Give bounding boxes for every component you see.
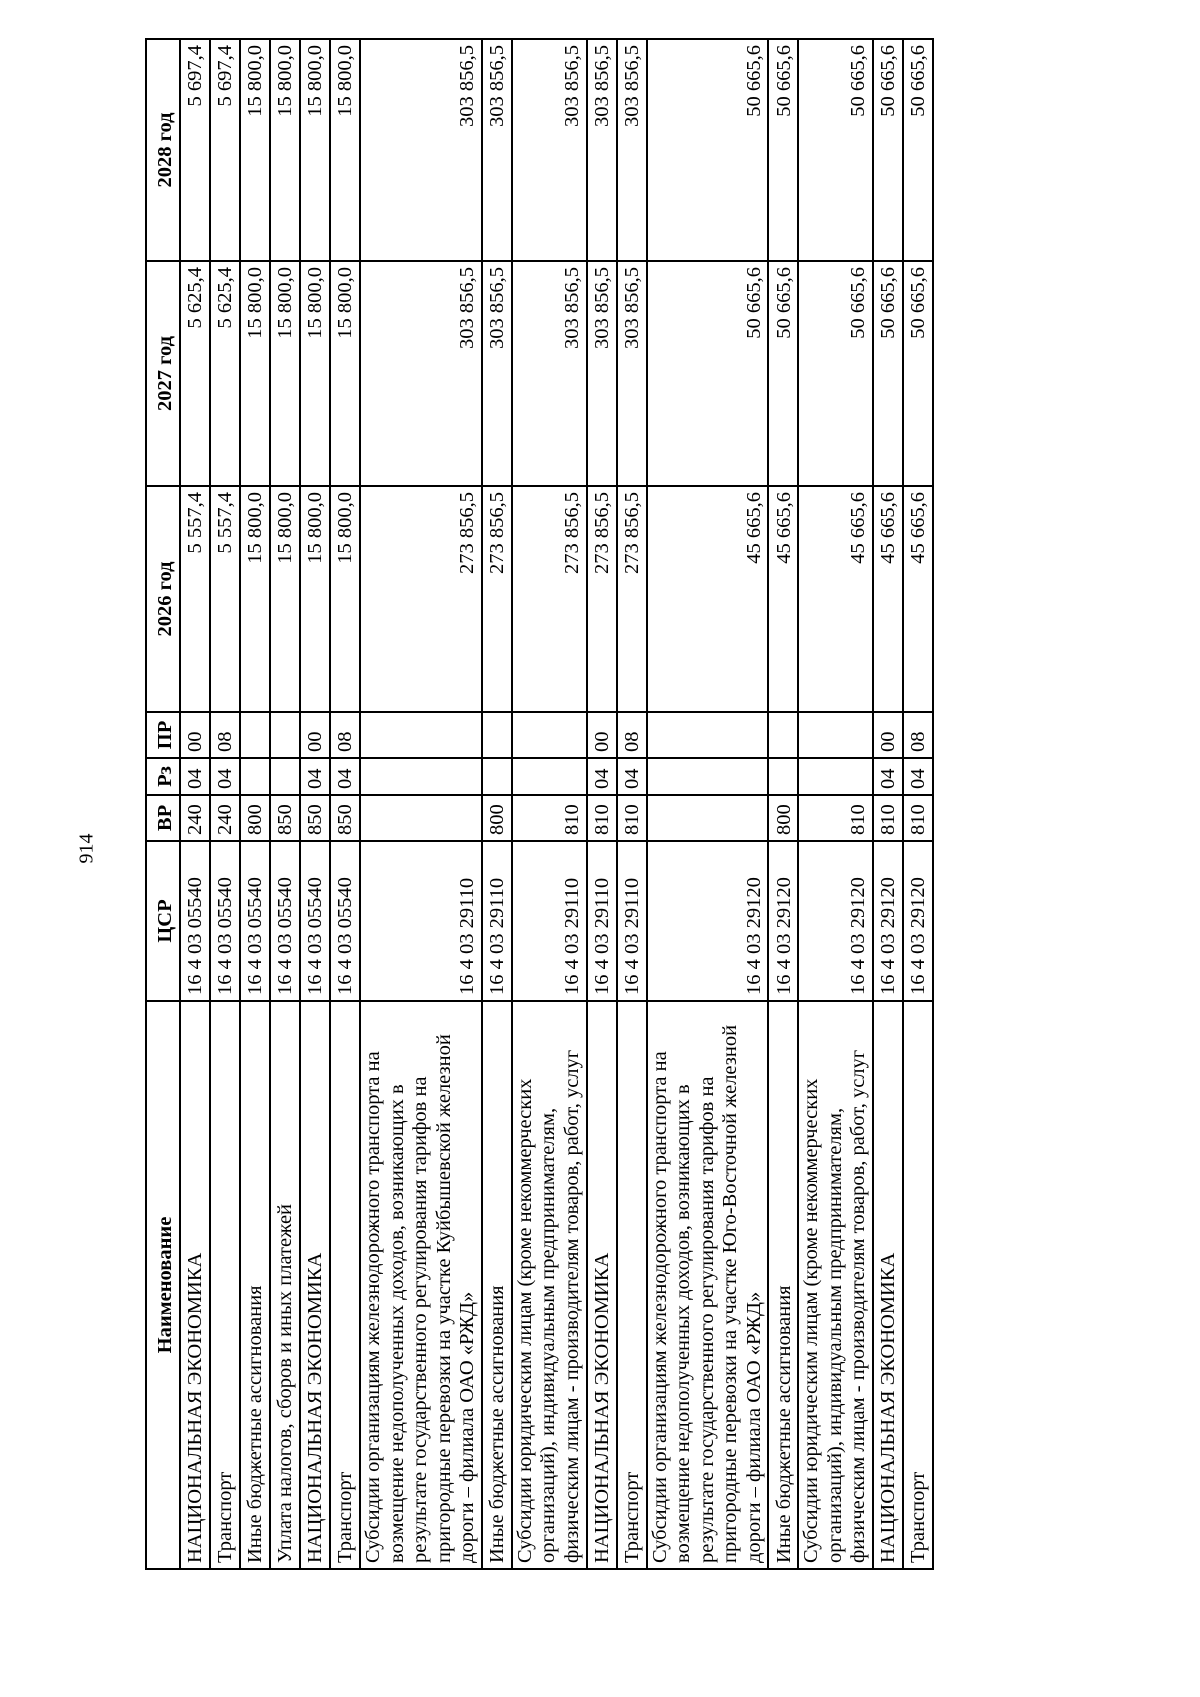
table-row bbox=[240, 39, 270, 1569]
cell-2028: 303 856,5 bbox=[482, 39, 512, 261]
cell-rz bbox=[647, 758, 769, 795]
cell-rz: 04 bbox=[873, 758, 903, 795]
cell-rz: 04 bbox=[330, 758, 360, 795]
header-2026: 2026 год bbox=[146, 486, 180, 712]
cell-vr: 810 bbox=[873, 795, 903, 841]
cell-2026: 45 665,6 bbox=[768, 486, 798, 712]
cell-vr: 850 bbox=[330, 795, 360, 841]
cell-2026: 15 800,0 bbox=[330, 486, 360, 712]
cell-vr: 240 bbox=[210, 795, 240, 841]
cell-rz bbox=[798, 758, 873, 795]
cell-csr: 16 4 03 05540 bbox=[240, 841, 270, 1001]
cell-pr bbox=[240, 712, 270, 758]
cell-2027: 5 625,4 bbox=[210, 261, 240, 486]
cell-2028: 303 856,5 bbox=[512, 39, 587, 261]
cell-name: Субсидии юридическим лицам (кроме некоммерческих организаций), индивидуальным предпринимателям, физическим лицам - производителям товаров, работ, услуг bbox=[798, 1001, 873, 1569]
cell-name: НАЦИОНАЛЬНАЯ ЭКОНОМИКА bbox=[587, 1001, 617, 1569]
table-row bbox=[270, 39, 300, 1569]
table-row bbox=[330, 39, 360, 1569]
cell-2027: 15 800,0 bbox=[240, 261, 270, 486]
cell-csr: 16 4 03 29120 bbox=[798, 841, 873, 1001]
cell-csr: 16 4 03 29120 bbox=[873, 841, 903, 1001]
header-csr: ЦСР bbox=[146, 841, 180, 1001]
table-row bbox=[617, 39, 647, 1569]
cell-2027: 15 800,0 bbox=[330, 261, 360, 486]
cell-pr: 00 bbox=[587, 712, 617, 758]
cell-2026: 273 856,5 bbox=[360, 486, 482, 712]
cell-csr: 16 4 03 05540 bbox=[180, 841, 210, 1001]
cell-2026: 273 856,5 bbox=[512, 486, 587, 712]
cell-2028: 303 856,5 bbox=[617, 39, 647, 261]
cell-2026: 15 800,0 bbox=[240, 486, 270, 712]
cell-rz: 04 bbox=[617, 758, 647, 795]
cell-csr: 16 4 03 29110 bbox=[587, 841, 617, 1001]
cell-vr: 240 bbox=[180, 795, 210, 841]
cell-pr: 00 bbox=[180, 712, 210, 758]
table-row bbox=[647, 39, 769, 1569]
cell-2027: 303 856,5 bbox=[482, 261, 512, 486]
cell-vr bbox=[360, 795, 482, 841]
cell-2027: 50 665,6 bbox=[768, 261, 798, 486]
cell-vr bbox=[647, 795, 769, 841]
header-rz: Рз bbox=[146, 758, 180, 795]
cell-name: Субсидии организациям железнодорожного транспорта на возмещение недополученных доходов, возникающих в результате государственного регулирования тарифов на пригородные перевозки на участке Юго-Восточной железной дороги – филиала ОАО «РЖД» bbox=[647, 1001, 769, 1569]
cell-pr: 00 bbox=[300, 712, 330, 758]
cell-csr: 16 4 03 05540 bbox=[270, 841, 300, 1001]
cell-2026: 273 856,5 bbox=[587, 486, 617, 712]
cell-2028: 50 665,6 bbox=[768, 39, 798, 261]
cell-vr: 810 bbox=[798, 795, 873, 841]
table-row bbox=[360, 39, 482, 1569]
budget-table bbox=[145, 38, 934, 1570]
cell-rz: 04 bbox=[300, 758, 330, 795]
cell-2026: 15 800,0 bbox=[270, 486, 300, 712]
cell-2027: 15 800,0 bbox=[300, 261, 330, 486]
cell-name: Транспорт bbox=[210, 1001, 240, 1569]
cell-rz: 04 bbox=[903, 758, 933, 795]
header-name: Наименование bbox=[146, 1001, 180, 1569]
cell-2028: 303 856,5 bbox=[360, 39, 482, 261]
cell-csr: 16 4 03 29120 bbox=[903, 841, 933, 1001]
cell-2027: 303 856,5 bbox=[360, 261, 482, 486]
cell-2028: 15 800,0 bbox=[270, 39, 300, 261]
cell-vr: 850 bbox=[270, 795, 300, 841]
cell-2028: 15 800,0 bbox=[330, 39, 360, 261]
cell-2027: 303 856,5 bbox=[512, 261, 587, 486]
cell-2027: 303 856,5 bbox=[617, 261, 647, 486]
cell-2028: 5 697,4 bbox=[180, 39, 210, 261]
cell-2028: 50 665,6 bbox=[798, 39, 873, 261]
cell-2026: 5 557,4 bbox=[210, 486, 240, 712]
cell-2026: 45 665,6 bbox=[873, 486, 903, 712]
cell-vr: 800 bbox=[482, 795, 512, 841]
cell-csr: 16 4 03 29110 bbox=[512, 841, 587, 1001]
cell-2026: 45 665,6 bbox=[903, 486, 933, 712]
cell-csr: 16 4 03 05540 bbox=[300, 841, 330, 1001]
cell-vr: 810 bbox=[587, 795, 617, 841]
table-row bbox=[798, 39, 873, 1569]
table-header-row bbox=[146, 39, 180, 1569]
table-row bbox=[180, 39, 210, 1569]
cell-2028: 5 697,4 bbox=[210, 39, 240, 261]
cell-2027: 50 665,6 bbox=[647, 261, 769, 486]
cell-2026: 273 856,5 bbox=[617, 486, 647, 712]
cell-rz bbox=[768, 758, 798, 795]
cell-pr: 08 bbox=[617, 712, 647, 758]
cell-csr: 16 4 03 05540 bbox=[330, 841, 360, 1001]
cell-2028: 303 856,5 bbox=[587, 39, 617, 261]
cell-pr bbox=[482, 712, 512, 758]
cell-name: Субсидии юридическим лицам (кроме некоммерческих организаций), индивидуальным предпринимателям, физическим лицам - производителям товаров, работ, услуг bbox=[512, 1001, 587, 1569]
cell-rz bbox=[512, 758, 587, 795]
cell-pr: 00 bbox=[873, 712, 903, 758]
cell-2026: 45 665,6 bbox=[798, 486, 873, 712]
cell-vr: 800 bbox=[768, 795, 798, 841]
cell-2028: 15 800,0 bbox=[240, 39, 270, 261]
cell-2027: 5 625,4 bbox=[180, 261, 210, 486]
rotated-table-container bbox=[145, 40, 1035, 1570]
table-body bbox=[180, 39, 933, 1569]
table-row bbox=[300, 39, 330, 1569]
table-row bbox=[482, 39, 512, 1569]
cell-name: Уплата налогов, сборов и иных платежей bbox=[270, 1001, 300, 1569]
cell-pr: 08 bbox=[210, 712, 240, 758]
cell-name: Иные бюджетные ассигнования bbox=[240, 1001, 270, 1569]
cell-rz: 04 bbox=[180, 758, 210, 795]
cell-rz bbox=[360, 758, 482, 795]
cell-2026: 273 856,5 bbox=[482, 486, 512, 712]
cell-vr: 810 bbox=[903, 795, 933, 841]
cell-2027: 15 800,0 bbox=[270, 261, 300, 486]
page-number-text: 914 bbox=[75, 833, 98, 863]
cell-2028: 50 665,6 bbox=[873, 39, 903, 261]
cell-name: Транспорт bbox=[330, 1001, 360, 1569]
cell-pr bbox=[512, 712, 587, 758]
cell-rz: 04 bbox=[210, 758, 240, 795]
cell-2026: 5 557,4 bbox=[180, 486, 210, 712]
cell-pr bbox=[798, 712, 873, 758]
cell-rz bbox=[482, 758, 512, 795]
cell-rz bbox=[270, 758, 300, 795]
cell-vr: 850 bbox=[300, 795, 330, 841]
cell-2027: 50 665,6 bbox=[903, 261, 933, 486]
cell-2027: 303 856,5 bbox=[587, 261, 617, 486]
cell-rz bbox=[240, 758, 270, 795]
cell-2026: 15 800,0 bbox=[300, 486, 330, 712]
cell-name: НАЦИОНАЛЬНАЯ ЭКОНОМИКА bbox=[873, 1001, 903, 1569]
cell-name: НАЦИОНАЛЬНАЯ ЭКОНОМИКА bbox=[300, 1001, 330, 1569]
cell-2026: 45 665,6 bbox=[647, 486, 769, 712]
cell-rz: 04 bbox=[587, 758, 617, 795]
cell-csr: 16 4 03 05540 bbox=[210, 841, 240, 1001]
cell-2028: 15 800,0 bbox=[300, 39, 330, 261]
cell-csr: 16 4 03 29110 bbox=[482, 841, 512, 1001]
cell-2028: 50 665,6 bbox=[903, 39, 933, 261]
cell-csr: 16 4 03 29120 bbox=[647, 841, 769, 1001]
table-row bbox=[903, 39, 933, 1569]
cell-csr: 16 4 03 29110 bbox=[360, 841, 482, 1001]
cell-csr: 16 4 03 29110 bbox=[617, 841, 647, 1001]
cell-pr bbox=[360, 712, 482, 758]
table-row bbox=[210, 39, 240, 1569]
table-row bbox=[587, 39, 617, 1569]
cell-name: Транспорт bbox=[617, 1001, 647, 1569]
cell-pr: 08 bbox=[903, 712, 933, 758]
cell-name: Иные бюджетные ассигнования bbox=[482, 1001, 512, 1569]
header-vr: ВР bbox=[146, 795, 180, 841]
header-2027: 2027 год bbox=[146, 261, 180, 486]
cell-2028: 50 665,6 bbox=[647, 39, 769, 261]
cell-2027: 50 665,6 bbox=[798, 261, 873, 486]
cell-pr bbox=[270, 712, 300, 758]
cell-name: Иные бюджетные ассигнования bbox=[768, 1001, 798, 1569]
cell-csr: 16 4 03 29120 bbox=[768, 841, 798, 1001]
cell-name: Транспорт bbox=[903, 1001, 933, 1569]
table-row bbox=[768, 39, 798, 1569]
table-row bbox=[512, 39, 587, 1569]
cell-pr bbox=[647, 712, 769, 758]
cell-pr bbox=[768, 712, 798, 758]
header-2028: 2028 год bbox=[146, 39, 180, 261]
cell-name: Субсидии организациям железнодорожного транспорта на возмещение недополученных доходов, возникающих в результате государственного регулирования тарифов на пригородные перевозки на участке Куйбышевской железной дороги – филиала ОАО «РЖД» bbox=[360, 1001, 482, 1569]
cell-pr: 08 bbox=[330, 712, 360, 758]
cell-vr: 800 bbox=[240, 795, 270, 841]
cell-vr: 810 bbox=[512, 795, 587, 841]
header-pr: ПР bbox=[146, 712, 180, 758]
cell-name: НАЦИОНАЛЬНАЯ ЭКОНОМИКА bbox=[180, 1001, 210, 1569]
cell-2027: 50 665,6 bbox=[873, 261, 903, 486]
table-row bbox=[873, 39, 903, 1569]
cell-vr: 810 bbox=[617, 795, 647, 841]
page-number bbox=[72, 828, 102, 868]
